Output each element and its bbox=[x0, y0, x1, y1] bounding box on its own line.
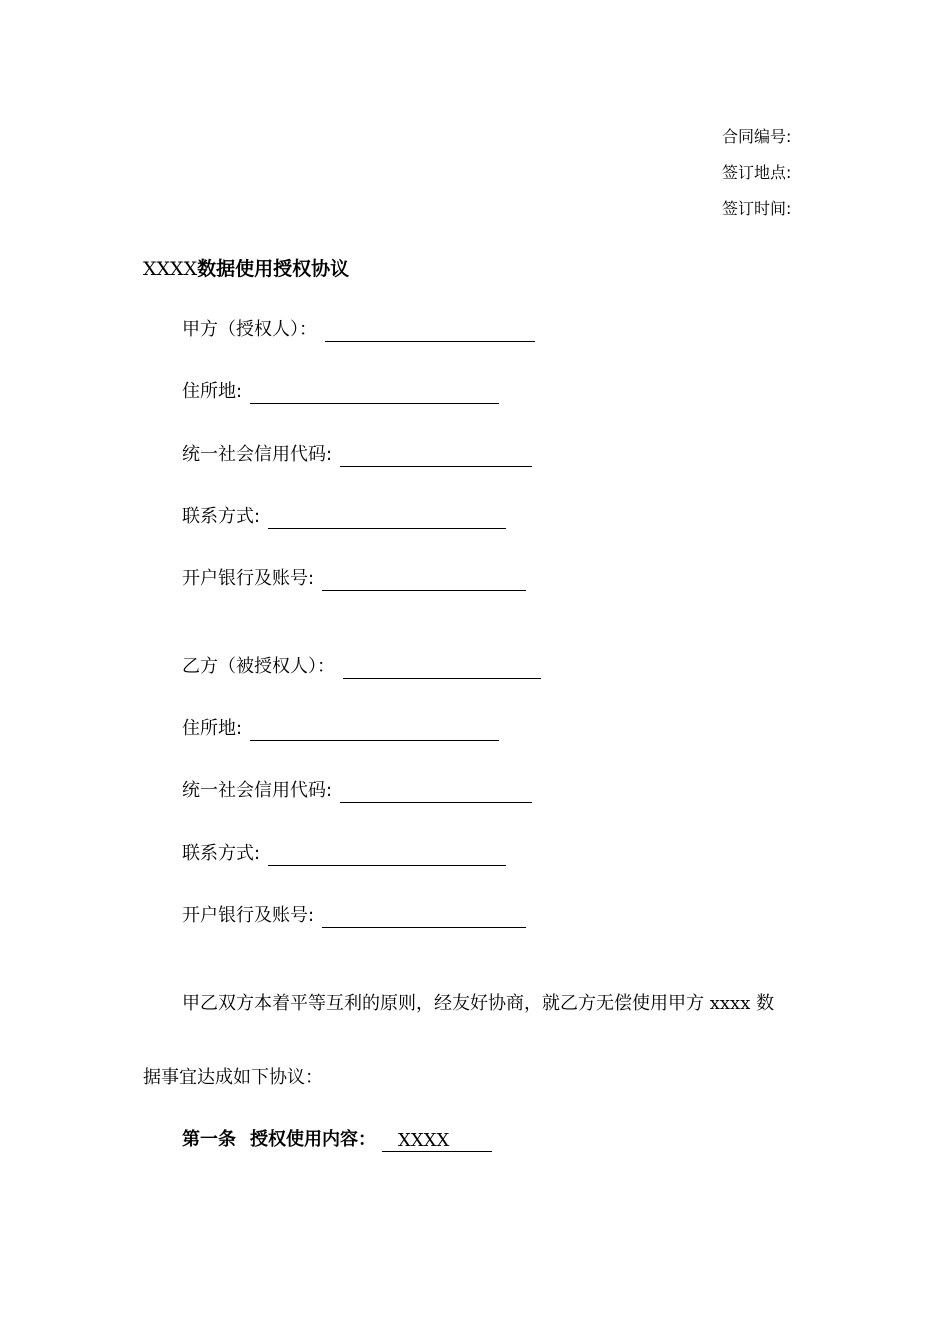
party-b-name-row bbox=[182, 655, 541, 679]
party-a-credit-row bbox=[182, 443, 532, 467]
title-prefix: XXXX bbox=[143, 258, 198, 280]
party-a-name-blank[interactable] bbox=[325, 321, 535, 342]
signing-time-label: 签订时间: bbox=[722, 199, 792, 218]
party-b-credit-row bbox=[182, 779, 532, 803]
party-a-address-blank[interactable] bbox=[250, 383, 499, 404]
party-a-name-row bbox=[182, 318, 535, 342]
party-a-bank-label: 开户银行及账号: bbox=[182, 568, 315, 589]
party-b-bank-row bbox=[182, 904, 526, 928]
party-b-name-blank[interactable] bbox=[343, 658, 541, 679]
document-title bbox=[143, 257, 349, 281]
article-1-heading bbox=[182, 1128, 492, 1152]
title-text: 数据使用授权协议 bbox=[197, 258, 350, 280]
party-a-contact-row bbox=[182, 505, 506, 529]
article-1-title: 授权使用内容： bbox=[250, 1129, 376, 1150]
preamble-line-1 bbox=[182, 992, 774, 1016]
party-a-contact-blank[interactable] bbox=[268, 508, 506, 529]
party-b-contact-label: 联系方式: bbox=[182, 843, 261, 864]
party-a-bank-row bbox=[182, 567, 526, 591]
party-b-bank-label: 开户银行及账号: bbox=[182, 905, 315, 926]
preamble-text-a: 甲乙双方本着平等互利的原则，经友好协商，就乙方无偿使用甲方 bbox=[182, 993, 704, 1014]
preamble-xxxx: xxxx bbox=[709, 993, 751, 1014]
party-a-credit-label: 统一社会信用代码: bbox=[182, 444, 333, 465]
party-b-bank-blank[interactable] bbox=[322, 907, 526, 928]
party-a-address-row bbox=[182, 380, 499, 404]
article-1-value[interactable]: XXXX bbox=[382, 1130, 492, 1152]
signing-place-label: 签订地点: bbox=[722, 163, 792, 182]
party-b-contact-row bbox=[182, 842, 506, 866]
party-b-credit-label: 统一社会信用代码: bbox=[182, 780, 333, 801]
contract-number-label: 合同编号: bbox=[722, 127, 792, 146]
preamble-text-b: 数 bbox=[756, 993, 775, 1014]
article-1-number: 第一条 bbox=[182, 1129, 236, 1150]
party-a-bank-blank[interactable] bbox=[322, 570, 526, 591]
party-a-name-label: 甲方（授权人）： bbox=[182, 319, 317, 340]
party-b-name-label: 乙方（被授权人）： bbox=[182, 656, 335, 677]
party-b-address-row bbox=[182, 717, 499, 741]
party-b-address-label: 住所地: bbox=[182, 718, 243, 739]
party-b-contact-blank[interactable] bbox=[268, 845, 506, 866]
preamble-line-2: 据事宜达成如下协议： bbox=[143, 1067, 323, 1088]
party-b-credit-blank[interactable] bbox=[340, 782, 532, 803]
party-b-address-blank[interactable] bbox=[250, 720, 499, 741]
party-a-contact-label: 联系方式: bbox=[182, 506, 261, 527]
party-a-address-label: 住所地: bbox=[182, 381, 243, 402]
party-a-credit-blank[interactable] bbox=[340, 446, 532, 467]
